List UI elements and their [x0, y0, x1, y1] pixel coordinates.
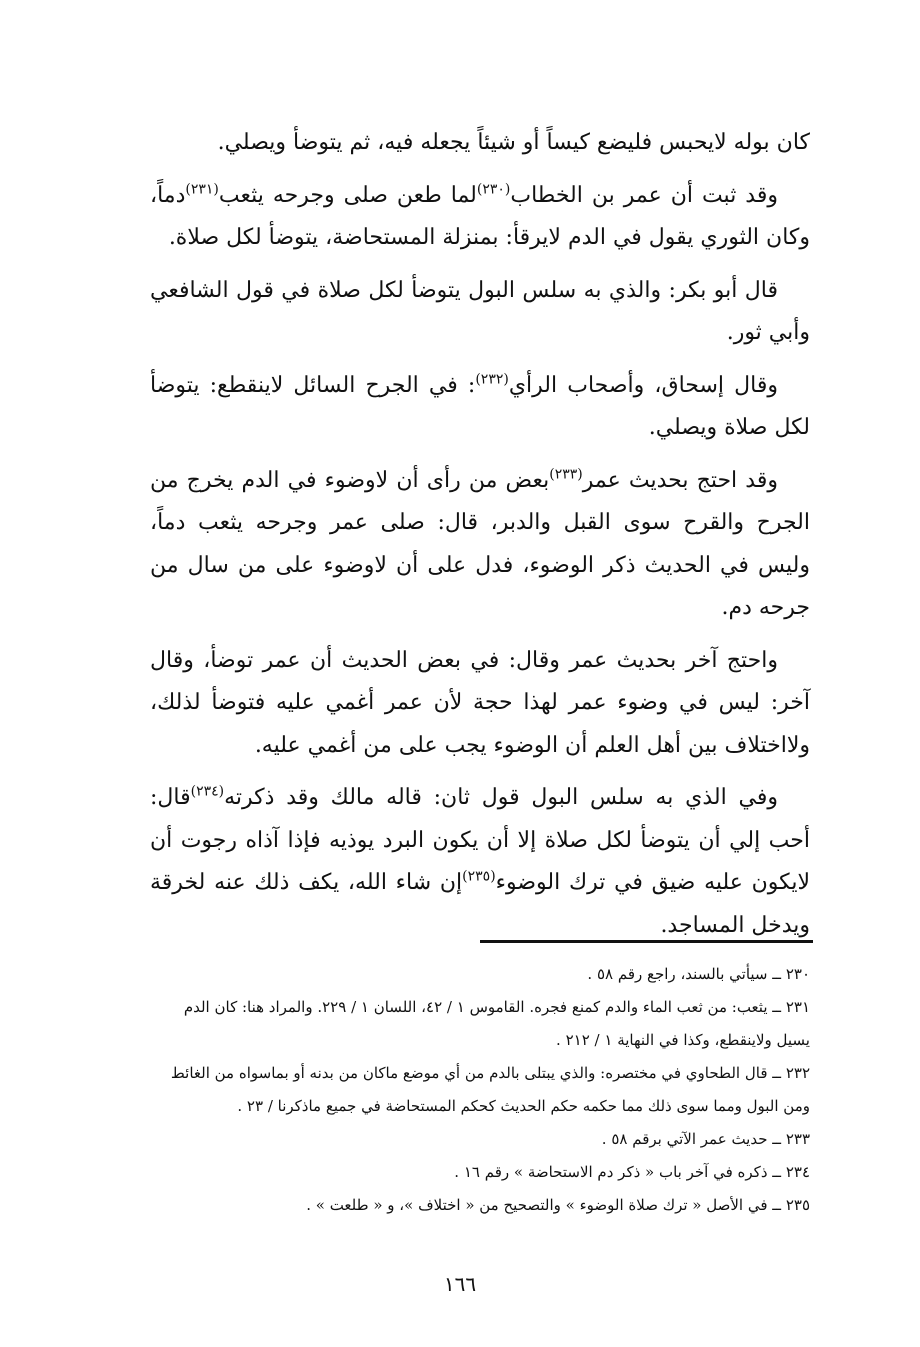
paragraph-2-part-3: دماً، وكان الثوري يقول في الدم لايرقأ: بمنزلة المستحاضة، يتوضأ لكل صلاة. — [150, 182, 810, 250]
paragraph-2 — [150, 175, 810, 260]
footnote-ref-235[interactable]: (٢٣٥) — [462, 868, 496, 885]
paragraph-1: كان بوله لايحبس فليضع كيساً أو شيئاً يجعله فيه، ثم يتوضأ ويصلي. — [217, 130, 810, 155]
footnote-ref-234[interactable]: (٢٣٤) — [190, 783, 225, 800]
footnote-231: ٢٣١ ــ يثعب: من ثعب الماء والدم كمنع فجره. القاموس ١ / ٤٢، اللسان ١ / ٢٢٩. والمراد هنا: كان الدم يسيل ولاينقطع، وكذا في النهاية ١ / ٢١٢ . — [183, 998, 810, 1049]
paragraph-5-part-2: بعض من رأى أن لاوضوء في الدم يخرج من الجرح والقرح سوى القبل والدبر، قال: صلى عمر وجرحه يثعب دماً، وليس في الحديث ذكر الوضوء، فدل على أن لاوضوء على من سال من جرحه دم. — [150, 467, 810, 620]
main-text — [150, 122, 810, 957]
paragraph-7-part-1: وفي الذي به سلس البول قول ثان: قاله مالك وقد ذكرته — [224, 785, 778, 810]
paragraph-6: واحتج آخر بحديث عمر وقال: في بعض الحديث أن عمر توضأ، وقال آخر: ليس في وضوء عمر لهذا حجة لأن عمر أغمي عليه فتوضأ لذلك، ولااختلاف بين أهل العلم أن الوضوء يجب على من أغمي عليه. — [150, 647, 810, 758]
footnote-235: ٢٣٥ ــ في الأصل « ترك صلاة الوضوء » والتصحيح من « اختلاف »، و « طلعت » . — [306, 1196, 810, 1214]
paragraph-5 — [150, 460, 810, 630]
page-number: ١٦٦ — [443, 1272, 477, 1296]
paragraph-2-part-2: لما طعن صلى وجرحه يثعب — [218, 182, 477, 208]
paragraph-4-part-1: وقال إسحاق، وأصحاب الرأي — [508, 372, 778, 398]
footnote-232: ٢٣٢ ــ قال الطحاوي في مختصره: والذي يبتلى بالدم من أي موضع ماكان من بدنه أو بماسواه من الغائط ومن البول ومما سوى ذلك مما حكمه حكم الحديث كحكم المستحاضة في جميع ماذكرنا / ٢٣ . — [170, 1064, 810, 1115]
footnote-ref-230[interactable]: (٢٣٠) — [476, 181, 511, 198]
paragraph-7 — [150, 777, 810, 947]
footnote-234: ٢٣٤ ــ ذكره في آخر باب « ذكر دم الاستحاضة » رقم ١٦ . — [454, 1163, 810, 1181]
paragraph-7-part-2: قال: أحب إلي أن يتوضأ لكل صلاة إلا أن يكون البرد يوذيه فإذا آذاه رجوت أن لايكون عليه ضيق في ترك الوضوء — [150, 785, 810, 895]
footnote-233: ٢٣٣ ــ حديث عمر الآتي برقم ٥٨ . — [601, 1130, 810, 1148]
footnote-ref-232[interactable]: (٢٣٢) — [475, 371, 509, 388]
footnote-ref-233[interactable]: (٢٣٣) — [549, 466, 583, 483]
footnote-230: ٢٣٠ ــ سيأتي بالسند، راجع رقم ٥٨ . — [587, 965, 810, 983]
paragraph-4-part-2: : في الجرح السائل لاينقطع: يتوضأ لكل صلاة ويصلي. — [150, 372, 810, 440]
footnote-separator — [480, 940, 813, 943]
paragraph-2-part-1: وقد ثبت أن عمر بن الخطاب — [510, 182, 778, 208]
footnotes — [150, 958, 810, 1222]
paragraph-4 — [150, 365, 810, 450]
paragraph-7-part-3: إن شاء الله، يكف ذلك عنه لخرقة ويدخل المساجد. — [150, 870, 810, 938]
footnote-ref-231[interactable]: (٢٣١) — [185, 181, 219, 198]
paragraph-3: قال أبو بكر: والذي به سلس البول يتوضأ لكل صلاة في قول الشافعي وأبي ثور. — [150, 277, 810, 345]
paragraph-5-part-1: وقد احتج بحديث عمر — [582, 467, 779, 493]
